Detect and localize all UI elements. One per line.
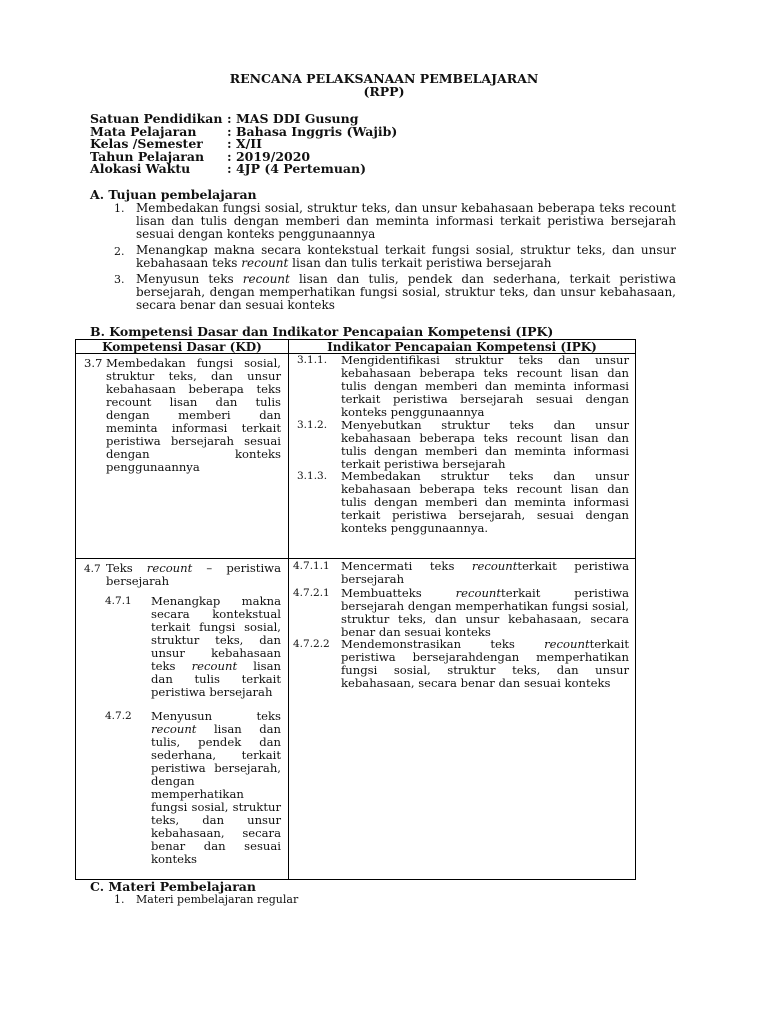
column-header-ipk: Indikator Pencapaian Kompetensi (IPK)	[327, 340, 597, 354]
list-item	[90, 202, 680, 243]
kd-text: Teks recount – peristiwa bersejarah	[106, 561, 281, 588]
ipk-text: Mengidentifikasi struktur teks dan unsur kebahasaan beberapa teks recount lisan dan tulis dengan memberi dan meminta informasi terkait peristiwa bersejarah sesuai dengan konteks penggunaannya	[341, 353, 629, 419]
column-header-kd: Kompetensi Dasar (KD)	[102, 340, 262, 354]
ipk-cell	[289, 559, 635, 879]
ipk-item	[289, 638, 635, 690]
kd-sub-text: Menangkap makna secara kontekstual terkait fungsi sosial, struktur teks, dan unsur kebahasaan teks recount lisan dan tulis terkait peristiwa bersejarah	[151, 594, 282, 699]
info-label: Kelas /Semester	[90, 136, 203, 151]
kd-number: 4.7	[84, 563, 101, 575]
info-value: : Bahasa Inggris (Wajib)	[227, 123, 398, 139]
document-subtitle: (RPP)	[363, 84, 405, 99]
kd-number: 3.7	[84, 356, 103, 370]
ipk-text: Membuatteks recountterkait peristiwa bersejarah dengan memperhatikan fungsi sosial, struktur teks, dan unsur kebahasaan, secara benar dan sesuai konteks	[341, 586, 629, 639]
ipk-item	[289, 470, 635, 536]
list-text: Menyusun teks recount lisan dan tulis, pendek dan sederhana, terkait peristiwa bersejarah, dengan memperhatikan fungsi sosial, struktur teks, dan unsur kebahasaan, secara benar dan sesuai konteks	[136, 272, 676, 313]
kd-sub-item	[76, 595, 288, 715]
list-item	[90, 244, 680, 271]
info-label: Tahun Pelajaran	[90, 148, 205, 164]
info-label: Alokasi Waktu	[90, 161, 191, 176]
section-c-heading: C. Materi Pembelajaran	[90, 879, 256, 894]
ipk-text: Membedakan struktur teks dan unsur kebahasaan beberapa teks recount lisan dan tulis dengan memberi dan meminta informasi terkait peristiwa bersejarah, sesuai dengan konteks penggunaannya.	[341, 469, 629, 535]
ipk-item	[289, 354, 635, 420]
kd-text: Membedakan fungsi sosial, struktur teks, dan unsur kebahasaan beberapa teks recount lisan dan tulis dengan memberi dan meminta informasi terkait peristiwa bersejarah sesuai dengan konteks penggunaannya	[106, 356, 281, 474]
ipk-number: 3.1.2.	[297, 419, 328, 431]
ipk-number: 4.7.2.2	[293, 638, 330, 650]
kd-sub-number: 4.7.2	[105, 710, 132, 722]
list-text: Menangkap makna secara kontekstual terkait fungsi sosial, struktur teks, dan unsur kebahasaan teks recount lisan dan tulis terkait peristiwa bersejarah	[136, 243, 676, 271]
ipk-number: 3.1.1.	[297, 354, 328, 366]
document-title: RENCANA PELAKSANAAN PEMBELAJARAN	[229, 71, 539, 86]
info-label: Satuan Pendidikan	[90, 111, 223, 126]
ipk-text: Mencermati teks recountterkait peristiwa bersejarah	[341, 559, 629, 586]
list-number: 3.	[114, 273, 125, 286]
info-value: : MAS DDI Gusung	[227, 111, 359, 126]
info-value: : 4JP (4 Pertemuan)	[227, 161, 367, 176]
ipk-text: Menyebutkan struktur teks dan unsur kebahasaan beberapa teks recount lisan dan tulis dengan memberi dan meminta informasi terkait peristiwa bersejarah	[341, 418, 629, 471]
ipk-number: 4.7.2.1	[293, 587, 330, 599]
competency-table	[75, 339, 636, 880]
ipk-item	[289, 419, 635, 471]
kd-cell	[76, 559, 288, 879]
section-a-heading: A. Tujuan pembelajaran	[90, 187, 257, 202]
kd-sub-text: Menyusun teks recount lisan dan tulis, pendek dan sederhana, terkait peristiwa bersejarah, dengan memperhatikan fungsi sosial, struktur teks, dan unsur kebahasaan, secara benar dan sesuai konteks	[151, 709, 281, 866]
section-b-heading: B. Kompetensi Dasar dan Indikator Pencapaian Kompetensi (IPK)	[90, 324, 554, 339]
kd-cell	[76, 355, 288, 555]
info-value: : 2019/2020	[227, 148, 311, 164]
ipk-item	[289, 587, 635, 639]
objectives-list	[90, 202, 680, 314]
ipk-number: 3.1.3.	[297, 470, 328, 482]
list-text: Membedakan fungsi sosial, struktur teks, dan unsur kebahasaan beberapa teks recount lisan dan tulis dengan memberi dan meminta informasi terkait peristiwa bersejarah sesuai dengan konteks penggunaannya	[136, 201, 676, 242]
list-item	[90, 273, 680, 314]
ipk-cell	[289, 353, 635, 558]
list-number: 1.	[114, 202, 125, 215]
list-number: 1.	[114, 893, 125, 906]
info-value: : X/II	[227, 136, 262, 151]
ipk-text: Mendemonstrasikan teks recountterkait peristiwa bersejarahdengan memperhatikan fungsi sosial, struktur teks, dan unsur kebahasaan, secara benar dan sesuai konteks	[341, 637, 629, 690]
kd-sub-number: 4.7.1	[105, 595, 132, 607]
ipk-number: 4.7.1.1	[293, 560, 330, 572]
info-row	[90, 163, 490, 176]
info-label: Mata Pelajaran	[90, 123, 197, 139]
ipk-item	[289, 560, 635, 588]
list-text: Materi pembelajaran regular	[136, 893, 299, 906]
identity-info	[90, 113, 490, 177]
list-number: 2.	[114, 245, 125, 258]
materials-list	[90, 893, 490, 907]
kd-sub-item	[76, 710, 288, 880]
